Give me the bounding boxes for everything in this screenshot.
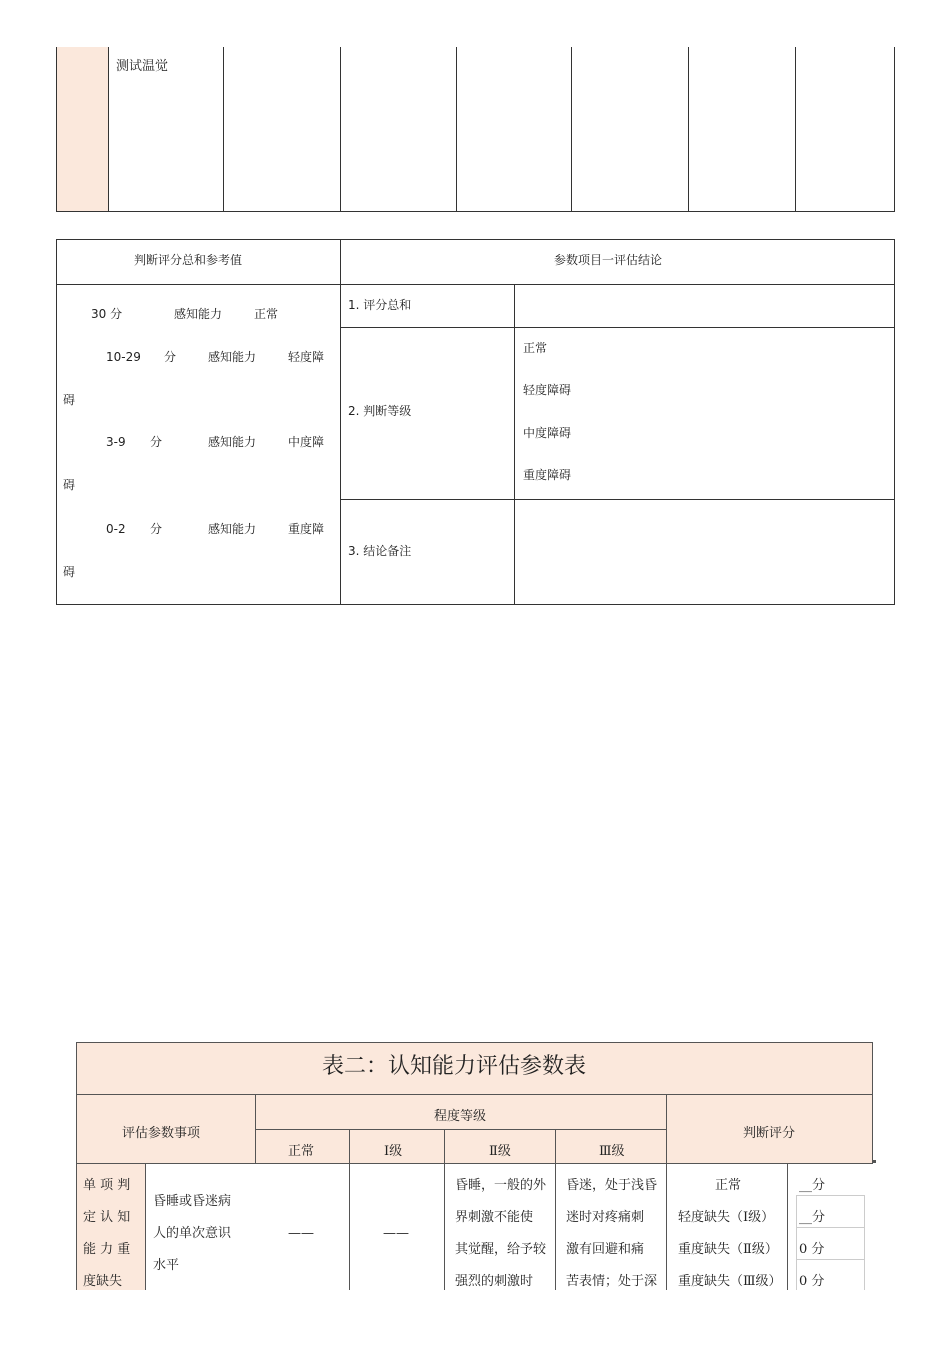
level2-line: 强烈的刺激时 — [455, 1274, 534, 1289]
level2-line: 其觉醒，给予较 — [455, 1242, 547, 1257]
level3-line: 苦表情；处于深 — [566, 1274, 658, 1289]
range-unit: 分 — [150, 435, 163, 449]
col-item-header: 评估参数事项 — [122, 1126, 201, 1141]
table2-title: 表二：认知能力评估参数表 — [322, 1054, 587, 1079]
range-score: 0-2 — [106, 522, 126, 536]
item-line: 水平 — [153, 1258, 180, 1273]
grade-option: 中度障碍 — [523, 426, 572, 440]
summary-header-left: 判断评分总和参考值 — [134, 253, 243, 267]
level-header: 正常 — [288, 1144, 315, 1159]
level2-line: 界刺激不能使 — [455, 1210, 534, 1225]
row-score-total-label: 1. 评分总和 — [348, 298, 412, 312]
judgement-label: 正常 — [715, 1178, 742, 1193]
range-score: 30 分 — [91, 307, 123, 321]
range-level: 中度障 — [288, 435, 325, 449]
top-table-cell-text: 测试温觉 — [116, 59, 169, 74]
range-level: 轻度障 — [288, 350, 325, 364]
range-level: 重度障 — [288, 522, 325, 536]
grade-option: 正常 — [523, 341, 548, 355]
judgement-score: __分 — [799, 1178, 826, 1193]
range-unit: 分 — [164, 350, 177, 364]
category-line: 定 认 知 — [83, 1210, 131, 1225]
level1-value: —— — [383, 1226, 409, 1241]
level2-line: 昏睡，一般的外 — [455, 1178, 547, 1193]
judgement-label: 轻度缺失（Ⅰ级） — [678, 1210, 775, 1225]
range-unit: 分 — [150, 522, 163, 536]
level3-line: 昏迷，处于浅昏 — [566, 1178, 658, 1193]
level-header: Ⅲ级 — [599, 1144, 625, 1159]
range-label: 感知能力 — [208, 522, 257, 536]
level3-line: 迷时对疼痛刺 — [566, 1210, 645, 1225]
col-degree-header: 程度等级 — [434, 1109, 487, 1124]
summary-header-right: 参数项目一评估结论 — [554, 253, 663, 267]
range-score: 10-29 — [106, 350, 141, 364]
range-label: 感知能力 — [208, 350, 257, 364]
row-grade-label: 2. 判断等级 — [348, 404, 412, 418]
category-line: 能 力 重 — [83, 1242, 131, 1257]
level-header: Ⅰ级 — [384, 1144, 403, 1159]
item-line: 人的单次意识 — [153, 1226, 232, 1241]
grade-option: 重度障碍 — [523, 468, 572, 482]
range-level-wrap: 碍 — [63, 478, 76, 492]
range-label: 感知能力 — [208, 435, 257, 449]
grade-option: 轻度障碍 — [523, 383, 572, 397]
judgement-score: __分 — [799, 1210, 826, 1225]
row-conclusion-label: 3. 结论备注 — [348, 544, 412, 558]
item-line: 昏睡或昏迷病 — [153, 1194, 232, 1209]
range-level: 正常 — [254, 307, 279, 321]
category-line: 单 项 判 — [83, 1178, 131, 1193]
col-score-header: 判断评分 — [743, 1126, 796, 1141]
category-line: 度缺失 — [83, 1274, 123, 1289]
range-level-wrap: 碍 — [63, 393, 76, 407]
judgement-score: 0 分 — [799, 1242, 825, 1257]
judgement-label: 重度缺失（Ⅱ级） — [678, 1242, 778, 1257]
range-level-wrap: 碍 — [63, 565, 76, 579]
range-score: 3-9 — [106, 435, 126, 449]
normal-value: —— — [288, 1226, 314, 1241]
level-header: Ⅱ级 — [489, 1144, 511, 1159]
judgement-score: 0 分 — [799, 1274, 825, 1289]
range-label: 感知能力 — [174, 307, 223, 321]
judgement-label: 重度缺失（Ⅲ级） — [678, 1274, 782, 1289]
top-table-shaded-column — [56, 47, 108, 211]
level3-line: 激有回避和痛 — [566, 1242, 645, 1257]
